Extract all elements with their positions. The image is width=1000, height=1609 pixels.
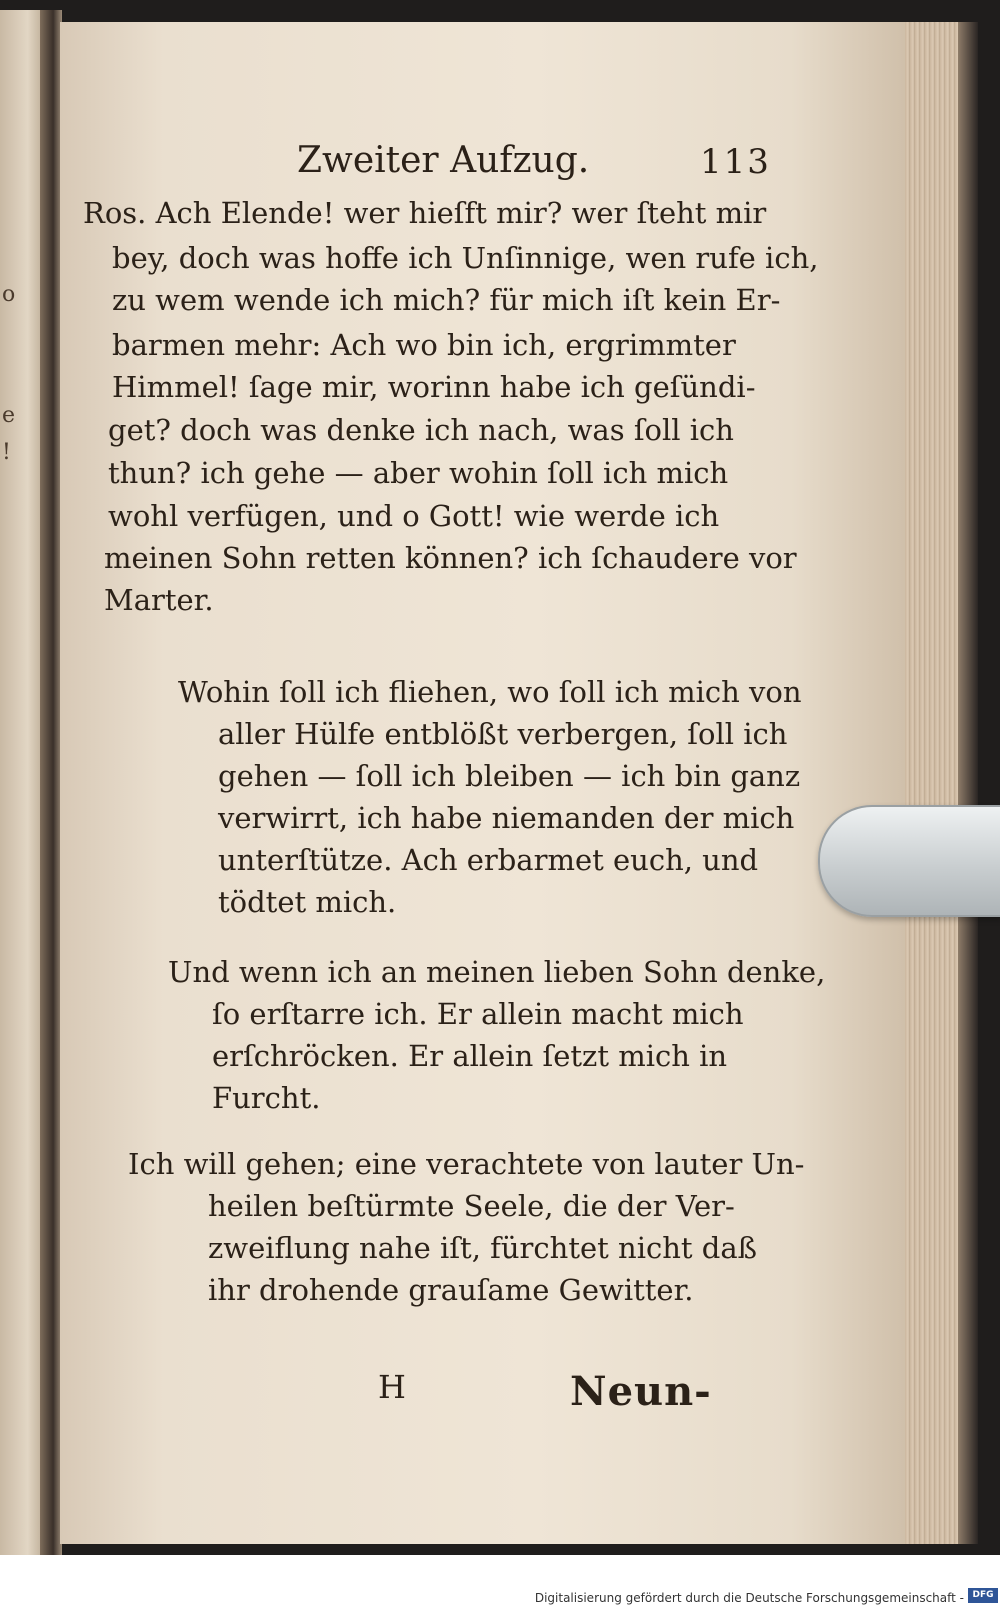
verse-line: zweiflung nahe iſt, fürchtet nicht daß: [208, 1231, 757, 1265]
left-page-fragment: e: [2, 403, 16, 428]
verse-line: ihr drohende grauſame Gewitter.: [208, 1273, 694, 1307]
verse-line: Und wenn ich an meinen lieben Sohn denke,: [168, 955, 826, 989]
text-line: bey, doch was hoffe ich Unſinnige, wen rufe ich,: [112, 241, 819, 275]
footer-credit: Digitalisierung gefördert durch die Deutsche Forschungsgemeinschaft -: [534, 1591, 964, 1605]
verse-line: unterſtütze. Ach erbarmet euch, und: [218, 843, 759, 877]
signature-mark: H: [378, 1368, 406, 1406]
verse-line: Wohin ſoll ich fliehen, wo ſoll ich mich von: [178, 675, 802, 709]
page-number: 113: [700, 142, 771, 182]
text-line: Marter.: [104, 583, 214, 617]
verse-line: heilen beſtürmte Seele, die der Ver-: [208, 1189, 735, 1223]
text-line: Himmel! ſage mir, worinn habe ich geſündi-: [112, 370, 756, 404]
verse-line: verwirrt, ich habe niemanden der mich: [218, 801, 795, 835]
left-page-fragment: !: [2, 440, 11, 465]
running-head: Zweiter Aufzug.: [297, 140, 590, 181]
page-edges: [905, 22, 965, 1544]
verse-line: tödtet mich.: [218, 885, 397, 919]
verse-line: Ich will gehen; eine verachtete von lauter Un-: [128, 1147, 805, 1181]
text-line: get? doch was denke ich nach, was ſoll ich: [108, 413, 734, 447]
text-line: wohl verfügen, und o Gott! wie werde ich: [108, 499, 720, 533]
verse-line: ſo erſtarre ich. Er allein macht mich: [212, 997, 744, 1031]
verse-line: gehen — ſoll ich bleiben — ich bin ganz: [218, 759, 801, 793]
verse-line: aller Hülfe entblößt verbergen, ſoll ich: [218, 717, 788, 751]
verse-line: erſchröcken. Er allein ſetzt mich in: [212, 1039, 728, 1073]
text-line: zu wem wende ich mich? für mich iſt kein Er-: [112, 283, 781, 317]
catchword: Neun-: [570, 1368, 712, 1415]
text-line: Ros. Ach Elende! wer hieſft mir? wer ſteht mir: [83, 196, 767, 230]
dfg-logo: DFG: [968, 1588, 998, 1603]
text-line: barmen mehr: Ach wo bin ich, ergrimmter: [112, 328, 736, 362]
left-page-fragment: o: [2, 282, 16, 307]
page-clip: [818, 805, 1000, 917]
book-gutter: [40, 10, 62, 1555]
verse-line: Furcht.: [212, 1081, 321, 1115]
page-edge-shadow: [958, 22, 978, 1544]
text-line: meinen Sohn retten können? ich ſchaudere vor: [104, 541, 797, 575]
footer-bar: [0, 1555, 1000, 1609]
text-line: thun? ich gehe — aber wohin ſoll ich mich: [108, 456, 729, 490]
